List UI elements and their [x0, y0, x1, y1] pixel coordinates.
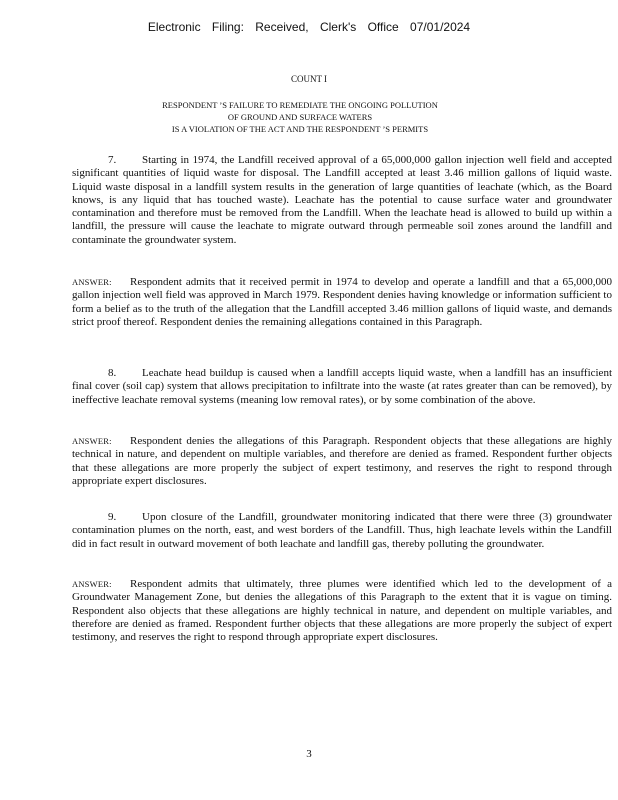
answer-9 [72, 578, 612, 644]
paragraph-text: Upon closure of the Landfill, groundwater monitoring indicated that there were three (3) groundwater contamination plumes on the north, east, and west borders of the Landfill. Thus, high leachate levels within the Landfill did in fact result in outward movement of both leachate and landfill gas, thereby polluting the groundwater. [72, 511, 612, 550]
count-heading-line-3: IS A VIOLATION OF THE ACT AND THE RESPONDENT ’S PERMITS [171, 124, 429, 134]
paragraph-text: Leachate head buildup is caused when a landfill accepts liquid waste, when a landfill has an insufficient final cover (soil cap) system that allows precipitation to infiltrate into the waste (at rates greater than can be removed), by ineffective leachate removal systems (meaning low removal rates), or by some combination of the above. [72, 367, 612, 406]
answer-text: Respondent admits that ultimately, three plumes were identified which led to the development of a Groundwater Management Zone, but denies the allegations of this Paragraph to the extent that it is vague on timing. Respondent also objects that these allegations are highly technical in nature, and dependent on multiple variables, and therefore are denied as framed. Respondent further objects that these allegations are more properly the subject of expert testimony, and reserves the right to respond through appropriate expert disclosures. [72, 578, 612, 644]
answer-label: ANSWER: [72, 277, 112, 287]
answer-8 [72, 435, 612, 488]
answer-label: ANSWER: [72, 579, 112, 589]
paragraph-8 [72, 367, 612, 407]
count-heading-line-2: OF GROUND AND SURFACE WATERS [227, 112, 373, 122]
paragraph-number: 8. [108, 367, 117, 379]
filing-stamp-header: Electronic Filing: Received, Clerk's Office 07/01/2024 [147, 20, 471, 34]
paragraph-number: 9. [108, 511, 117, 523]
page-number: 3 [306, 748, 312, 760]
answer-7 [72, 276, 612, 329]
answer-text: Respondent denies the allegations of this Paragraph. Respondent objects that these allegations are highly technical in nature, and dependent on multiple variables, and therefore are denied as framed. Respondent further objects that these allegations are more properly the subject of expert testimony, and reserves the right to respond through appropriate expert disclosures. [72, 435, 612, 487]
paragraph-9 [72, 511, 612, 551]
answer-text: Respondent admits that it received permit in 1974 to develop and operate a landfill and that a 65,000,000 gallon injection well field was approved in March 1979. Respondent denies having knowledge or information sufficient to form a belief as to the truth of the allegation that the Landfill accepted 3.46 million gallons of liquid waste, and demands strict proof thereof. Respondent denies the remaining allegations contained in this Paragraph. [72, 276, 612, 328]
count-title: COUNT I [290, 74, 328, 84]
count-heading-line-1: RESPONDENT ’S FAILURE TO REMEDIATE THE ONGOING POLLUTION [162, 100, 438, 110]
paragraph-7 [72, 154, 612, 247]
answer-label: ANSWER: [72, 436, 112, 446]
paragraph-number: 7. [108, 154, 117, 166]
paragraph-text: Starting in 1974, the Landfill received approval of a 65,000,000 gallon injection well field and accepted significant quantities of liquid waste for disposal. The Landfill accepted at least 3.46 million gallons of liquid waste. Liquid waste disposal in a landfill system results in the generation of large quantities of leachate (which, as the Board knows, is any liquid that has touched waste). Leachate has the potential to cause surface water and groundwater contamination and therefore must be removed from the Landfill. When the leachate head is allowed to build up within a landfill, the pressure will cause the leachate to migrate outward through permeable soil zones around the landfill and contaminate the groundwater system. [72, 154, 612, 246]
